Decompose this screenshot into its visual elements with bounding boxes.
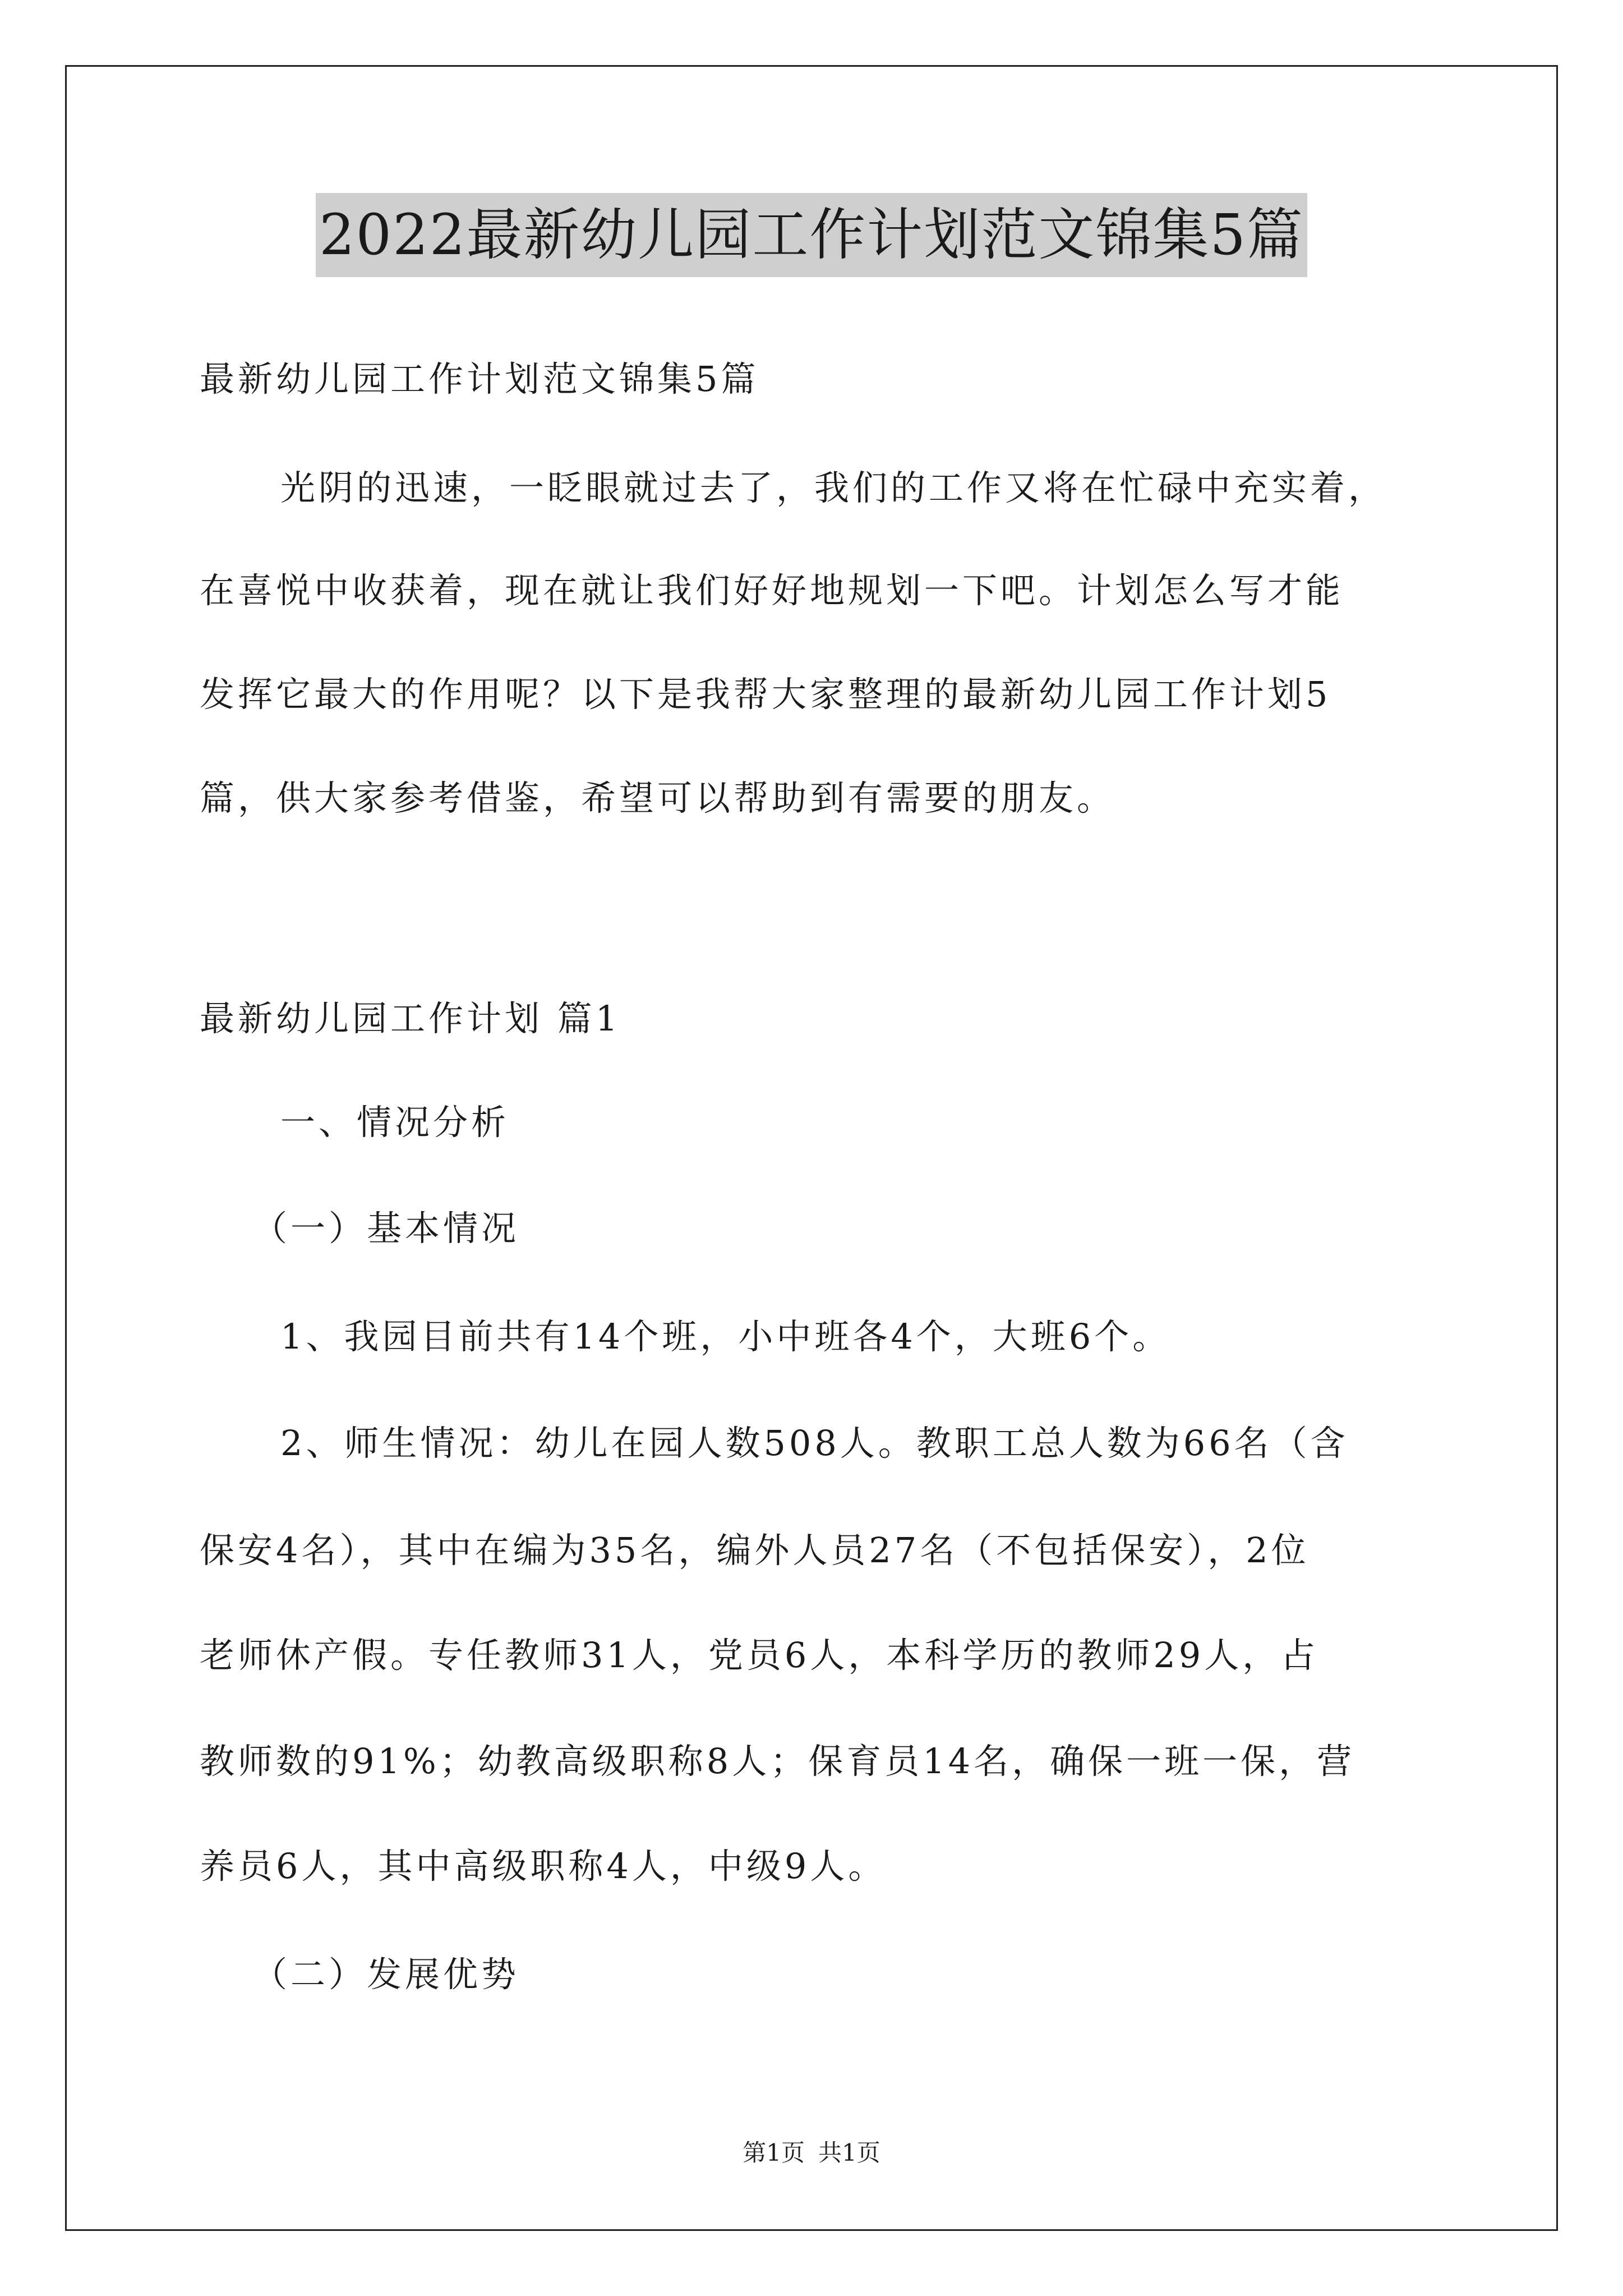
intro-line-3: 发挥它最大的作用呢？以下是我帮大家整理的最新幼儿园工作计划5 [200,674,1331,715]
page-total: 共1页 [818,2139,880,2166]
item-2-line-3: 老师休产假。专任教师31人，党员6人，本科学历的教师29人，占 [200,1635,1319,1676]
item-2-line-5: 养员6人，其中高级职称4人，中级9人。 [200,1846,887,1887]
intro-line-1: 光阴的迅速，一眨眼就过去了，我们的工作又将在忙碌中充实着， [280,467,1387,508]
intro-line-2: 在喜悦中收获着，现在就让我们好好地规划一下吧。计划怎么写才能 [200,570,1344,611]
heading-situation-analysis: 一、情况分析 [280,1102,510,1143]
page-number: 第1页 [743,2139,805,2166]
document-subtitle: 最新幼儿园工作计划范文锦集5篇 [200,358,759,399]
item-2-line-2: 保安4名），其中在编为35名，编外人员27名（不包括保安），2位 [200,1530,1310,1571]
section-heading: 最新幼儿园工作计划 篇1 [200,998,621,1039]
item-1: 1、我园目前共有14个班，小中班各4个，大班6个。 [280,1316,1171,1357]
document-title: 2022最新幼儿园工作计划范文锦集5篇 [316,193,1307,277]
intro-line-4: 篇，供大家参考借鉴，希望可以帮助到有需要的朋友。 [200,777,1115,818]
heading-basic-situation: （一）基本情况 [252,1208,520,1249]
item-2-line-4: 教师数的91%；幼教高级职称8人；保育员14名，确保一班一保，营 [200,1741,1355,1782]
item-2-line-1: 2、师生情况：幼儿在园人数508人。教职工总人数为66名（含 [280,1423,1349,1464]
title-container [0,193,1623,277]
page-footer [0,2136,1623,2170]
heading-development-advantages: （二）发展优势 [252,1954,520,1995]
